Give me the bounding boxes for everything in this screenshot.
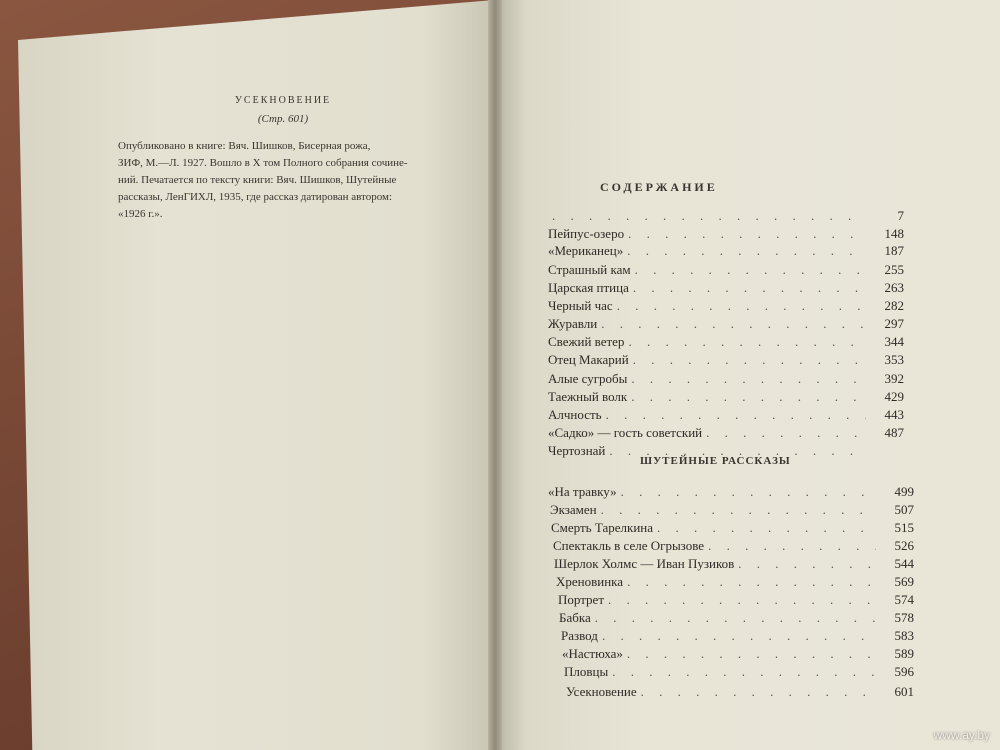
book-gutter (488, 0, 502, 750)
toc-entry-page: 429 (884, 389, 904, 404)
toc-entry-title: Экзамен (550, 502, 597, 517)
toc-entry-page: 487 (884, 425, 904, 440)
toc-entry (548, 208, 904, 224)
toc-entry-title: Царская птица (548, 280, 629, 295)
toc-entry-title: Чертознай (548, 443, 606, 458)
toc-leader-dots (641, 684, 876, 700)
toc-entry-page: 499 (894, 484, 914, 499)
toc-leader-dots (601, 502, 876, 518)
toc-leader-dots (633, 352, 866, 368)
toc-entry-page: 344 (884, 334, 904, 349)
toc-entry (548, 425, 904, 441)
toc-entry (548, 226, 904, 242)
toc-entry-title: Журавли (548, 316, 598, 331)
toc-entry-title: «Мериканец» (548, 243, 624, 258)
toc-leader-dots (628, 226, 866, 242)
toc-leader-dots (627, 646, 876, 662)
publication-note (118, 92, 448, 223)
toc-entry-title: Шерлок Холмс — Иван Пузиков (554, 556, 735, 571)
toc-entry-title: Бабка (559, 610, 591, 625)
note-subtitle: (Стр. 601) (257, 113, 309, 125)
toc-entry (548, 389, 904, 405)
toc-leader-dots (608, 592, 876, 608)
toc-entry-title: «На травку» (548, 484, 617, 499)
toc-entry-page: 569 (894, 574, 914, 589)
toc-leader-dots (627, 574, 876, 590)
toc-entry-page: 7 (897, 208, 904, 223)
toc-entry-page: 187 (884, 243, 904, 258)
note-line: ний. Печатается по тексту книги: Вяч. Шишков, Шутейные (118, 174, 397, 186)
toc-entry-page: 443 (884, 407, 904, 422)
note-line: Опубликовано в книге: Вяч. Шишков, Бисерная рожа, (118, 140, 371, 152)
toc-entry (562, 646, 914, 662)
toc-leader-dots (706, 425, 866, 441)
toc-entry-title: Алые сугробы (548, 371, 628, 386)
note-body (118, 138, 448, 223)
toc-leader-dots (617, 298, 866, 314)
toc-entry-page: 263 (884, 280, 904, 295)
toc-entry (548, 371, 904, 387)
toc-entry-page: 589 (894, 646, 914, 661)
toc-entry-title: Пловцы (564, 664, 609, 679)
toc-entry (548, 334, 904, 350)
toc-entry (548, 316, 904, 332)
toc-entry (548, 352, 904, 368)
toc-entry-title: Отец Макарий (548, 352, 629, 367)
toc-entry (548, 243, 904, 259)
toc-entry (554, 556, 914, 572)
toc-entry (548, 262, 904, 278)
toc-entry (556, 574, 914, 590)
note-title: УСЕКНОВЕНИЕ (234, 95, 332, 106)
toc-entry (550, 502, 914, 518)
section-heading: ШУТЕЙНЫЕ РАССКАЗЫ (640, 455, 791, 467)
toc-entry-title: Хреновинка (556, 574, 624, 589)
toc-entry-title: Алчность (548, 407, 602, 422)
toc-entry-title: Усекновение (566, 684, 637, 699)
toc-entry-page: 596 (894, 664, 914, 679)
toc-entry-page: 544 (894, 556, 914, 571)
toc-leader-dots (633, 280, 866, 296)
toc-entry-title: Смерть Тарелкина (551, 520, 654, 535)
toc-entry (548, 407, 904, 423)
toc-entry-title: Свежий ветер (548, 334, 625, 349)
toc-entry (558, 592, 914, 608)
toc-entry-title: Таежный волк (548, 389, 628, 404)
toc-entry-title: Пейпус-озеро (548, 226, 625, 241)
toc-entry-page: 526 (894, 538, 914, 553)
toc-leader-dots (657, 520, 876, 536)
toc-entry-page: 392 (884, 371, 904, 386)
toc-entry (548, 280, 904, 296)
toc-leader-dots (602, 628, 876, 644)
toc-leader-dots (627, 243, 866, 259)
toc-leader-dots (606, 407, 866, 423)
toc-entry (548, 484, 914, 500)
toc-entry (548, 298, 904, 314)
toc-entry-title: Черный час (548, 298, 613, 313)
toc-leader-dots (738, 556, 876, 572)
toc-leader-dots (708, 538, 876, 554)
note-line: рассказы, ЛенГИХЛ, 1935, где рассказ датирован автором: (118, 191, 393, 203)
toc-entry (551, 520, 914, 536)
toc-leader-dots (595, 610, 876, 626)
toc-leader-dots (601, 316, 866, 332)
toc-leader-dots (612, 664, 876, 680)
toc-entry (566, 684, 914, 700)
toc-entry-page: 601 (894, 684, 914, 699)
note-line: «1926 г.». (118, 208, 163, 220)
watermark: www.ay.by (933, 728, 990, 742)
toc-entry-page: 578 (894, 610, 914, 625)
toc-leader-dots (635, 262, 866, 278)
toc-leader-dots (552, 208, 866, 224)
toc-leader-dots (621, 484, 876, 500)
contents-heading: СОДЕРЖАНИЕ (600, 180, 718, 194)
toc-entry-page: 148 (884, 226, 904, 241)
toc-entry-title: Спектакль в селе Огрызове (553, 538, 705, 553)
toc-entry-title: Развод (561, 628, 598, 643)
toc-entry-title: «Садко» — гость советский (548, 425, 703, 440)
toc-leader-dots (631, 371, 866, 387)
toc-entry (564, 664, 914, 680)
toc-entry (553, 538, 914, 554)
toc-leader-dots (631, 389, 866, 405)
toc-entry-page: 507 (894, 502, 914, 517)
toc-entry-title: Портрет (558, 592, 605, 607)
toc-entry (561, 628, 914, 644)
toc-entry-page: 515 (894, 520, 914, 535)
toc-entry-page: 297 (884, 316, 904, 331)
toc-entry-page: 255 (884, 262, 904, 277)
toc-entry-page: 583 (894, 628, 914, 643)
toc-entry-page: 574 (894, 592, 914, 607)
toc-leader-dots (628, 334, 866, 350)
toc-entry-page: 282 (884, 298, 904, 313)
toc-entry-page: 353 (884, 352, 904, 367)
toc-entry-title: Страшный кам (548, 262, 631, 277)
toc-entry-title: «Настюха» (562, 646, 623, 661)
toc-entry (559, 610, 914, 626)
note-line: ЗИФ, М.—Л. 1927. Вошло в X том Полного собрания сочине- (118, 157, 408, 169)
